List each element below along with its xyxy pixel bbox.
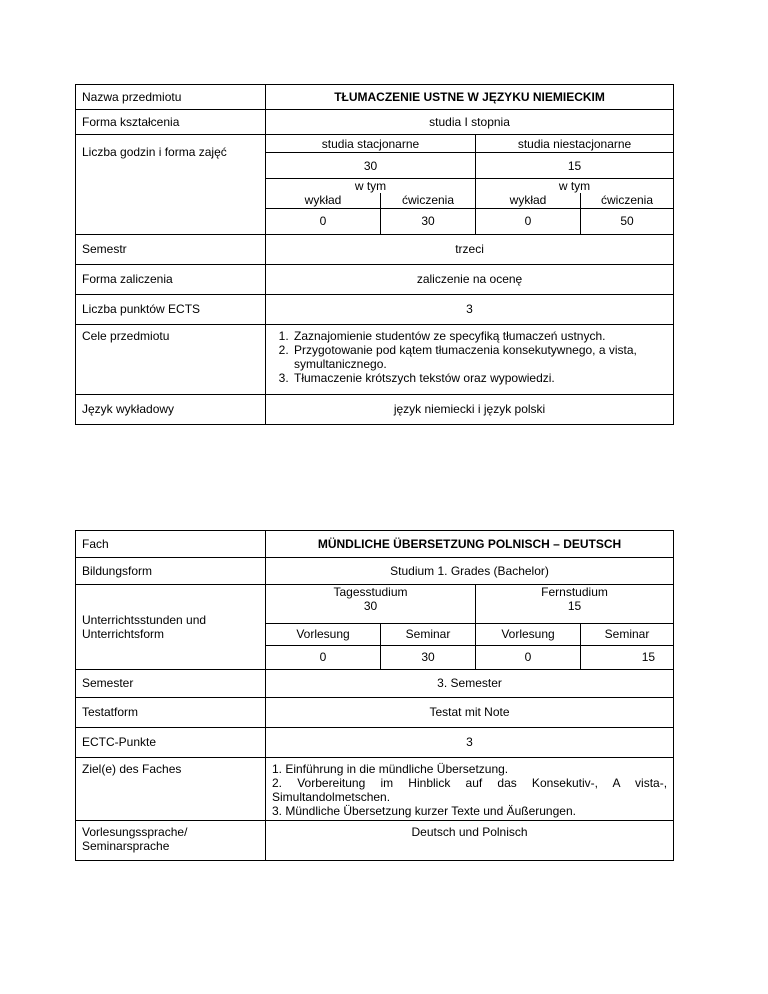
unterrichtsstunden-label: Unterrichtsstunden und Unterrichtsform xyxy=(76,585,266,670)
semester-label-de: Semester xyxy=(76,669,266,697)
semester-value-de: 3. Semester xyxy=(266,669,674,697)
testatform-value: Testat mit Note xyxy=(266,697,674,727)
goal-item: 2. Przygotowanie pod kątem tłumaczenia konsekutywnego, a vista, symultanicznego. xyxy=(292,343,667,371)
ziele-list xyxy=(266,757,674,820)
semester-label: Semestr xyxy=(76,234,266,264)
fach-label: Fach xyxy=(76,531,266,558)
ziele-label: Ziel(e) des Faches xyxy=(76,757,266,820)
including-full-time: w tym xyxy=(266,179,476,194)
lecture-ft-hours: 0 xyxy=(266,208,381,234)
including-part-time: w tym xyxy=(476,179,674,194)
vorlesungssprache-label: Vorlesungssprache/ Seminarsprache xyxy=(76,820,266,860)
hours-label: Liczba godzin i forma zajęć xyxy=(76,135,266,235)
vorlesung-ft-header: Vorlesung xyxy=(266,623,381,645)
lecture-ft-header: wykład xyxy=(266,193,381,208)
ectc-value: 3 xyxy=(266,727,674,757)
tagesstudium-header: Tagesstudium xyxy=(266,585,476,600)
subject-value: TŁUMACZENIE USTNE W JĘZYKU NIEMIECKIM xyxy=(266,85,674,110)
language-value: język niemiecki i język polski xyxy=(266,394,674,424)
lecture-pt-hours: 0 xyxy=(476,208,581,234)
vorlesung-ft-hours: 0 xyxy=(266,645,381,669)
ectc-label: ECTC-Punkte xyxy=(76,727,266,757)
goal-item: 1. Zaznajomienie studentów ze specyfiką tłumaczeń ustnych. xyxy=(292,329,667,343)
vorlesung-pt-header: Vorlesung xyxy=(476,623,581,645)
goal-item: 3. Tłumaczenie krótszych tekstów oraz wypowiedzi. xyxy=(292,371,667,385)
goals-label: Cele przedmiotu xyxy=(76,324,266,394)
bildungsform-label: Bildungsform xyxy=(76,558,266,585)
fernstudium-hours: 15 xyxy=(476,599,674,623)
fernstudium-header: Fernstudium xyxy=(476,585,674,600)
exercises-pt-header: ćwiczenia xyxy=(581,193,674,208)
ects-label: Liczba punktów ECTS xyxy=(76,294,266,324)
fach-value: MÜNDLICHE ÜBERSETZUNG POLNISCH – DEUTSCH xyxy=(266,531,674,558)
assessment-value: zaliczenie na ocenę xyxy=(266,264,674,294)
goals-list xyxy=(266,324,674,394)
goal-item-de: 1. Einführung in die mündliche Übersetzung. xyxy=(272,761,509,776)
seminar-ft-hours: 30 xyxy=(381,645,476,669)
course-table-polish xyxy=(75,84,674,425)
vorlesungssprache-value: Deutsch und Polnisch xyxy=(266,820,674,860)
tagesstudium-hours: 30 xyxy=(266,599,476,623)
semester-value: trzeci xyxy=(266,234,674,264)
form-label: Forma kształcenia xyxy=(76,110,266,135)
goal-item-de: 2. Vorbereitung im Hinblick auf das Konsekutiv-, A vista-, Simultandolmetschen. xyxy=(272,775,668,804)
vorlesung-pt-hours: 0 xyxy=(476,645,581,669)
seminar-pt-header: Seminar xyxy=(581,623,674,645)
full-time-hours: 30 xyxy=(266,153,476,179)
seminar-pt-hours: 15 xyxy=(581,645,674,669)
ects-value: 3 xyxy=(266,294,674,324)
subject-label: Nazwa przedmiotu xyxy=(76,85,266,110)
course-table-german xyxy=(75,530,674,861)
exercises-ft-hours: 30 xyxy=(381,208,476,234)
bildungsform-value: Studium 1. Grades (Bachelor) xyxy=(266,558,674,585)
lecture-pt-header: wykład xyxy=(476,193,581,208)
assessment-label: Forma zaliczenia xyxy=(76,264,266,294)
goal-item-de: 3. Mündliche Übersetzung kurzer Texte und Äußerungen. xyxy=(272,803,576,818)
exercises-pt-hours: 50 xyxy=(581,208,674,234)
testatform-label: Testatform xyxy=(76,697,266,727)
form-value: studia I stopnia xyxy=(266,110,674,135)
full-time-header: studia stacjonarne xyxy=(266,135,476,153)
part-time-hours: 15 xyxy=(476,153,674,179)
exercises-ft-header: ćwiczenia xyxy=(381,193,476,208)
language-label: Język wykładowy xyxy=(76,394,266,424)
seminar-ft-header: Seminar xyxy=(381,623,476,645)
part-time-header: studia niestacjonarne xyxy=(476,135,674,153)
